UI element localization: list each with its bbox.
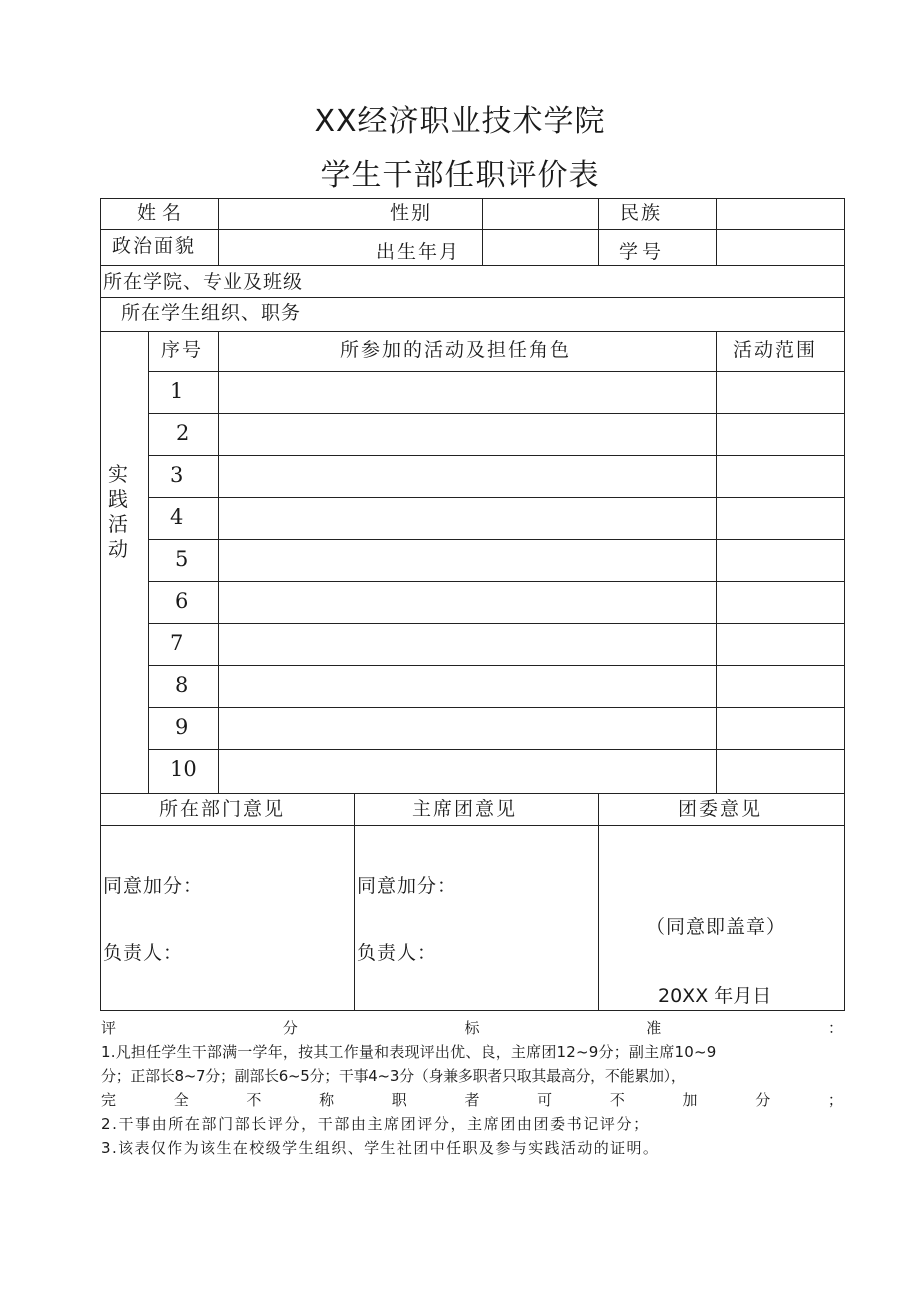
criteria-heading-char: ： bbox=[827, 1019, 843, 1037]
date-line: 20XX 年月日 bbox=[658, 985, 772, 1007]
criteria-heading-char: 分 bbox=[282, 1019, 298, 1037]
criteria-item-1-line-2: 分；正部长8~7分；副部长6~5分；干事4~3分（身兼多职者只取其最高分，不能累加）， bbox=[101, 1067, 686, 1085]
criteria-heading-char: 评 bbox=[101, 1019, 117, 1037]
row-number: 8 bbox=[175, 673, 189, 697]
criteria-char: 职 bbox=[391, 1091, 407, 1109]
student-org-position-label: 所在学生组织、职务 bbox=[121, 302, 302, 324]
criteria-char: 全 bbox=[173, 1091, 189, 1109]
criteria-item-3: 3.该表仅作为该生在校级学生组织、学生社团中任职及参与实践活动的证明。 bbox=[101, 1139, 660, 1157]
name-label: 姓名 bbox=[137, 202, 188, 224]
criteria-item-2: 2.干事由所在部门部长评分，干部由主席团评分，主席团由团委书记评分； bbox=[101, 1115, 650, 1133]
political-status-label: 政治面貌 bbox=[112, 235, 197, 257]
row-number: 5 bbox=[175, 547, 189, 571]
row-number: 7 bbox=[170, 631, 184, 655]
dept-responsible-label: 负责人： bbox=[103, 942, 184, 964]
criteria-item-1-line-1: 1.凡担任学生干部满一学年，按其工作量和表现评出优、良，主席团12~9分；副主席10~9 bbox=[101, 1043, 717, 1061]
presidium-responsible-label: 负责人： bbox=[357, 942, 438, 964]
criteria-item-1-line-3 bbox=[101, 1088, 843, 1112]
league-committee-opinion-header: 团委意见 bbox=[678, 798, 763, 820]
row-number: 2 bbox=[176, 421, 190, 445]
row-number: 9 bbox=[175, 715, 189, 739]
col-header-no: 序号 bbox=[161, 339, 204, 361]
seal-note: （同意即盖章） bbox=[646, 916, 787, 938]
criteria-char: 加 bbox=[682, 1091, 698, 1109]
scoring-criteria bbox=[101, 1016, 843, 1160]
row-number: 1 bbox=[170, 379, 184, 403]
gender-label: 性别 bbox=[390, 202, 433, 224]
col-header-scope: 活动范围 bbox=[733, 339, 818, 361]
criteria-char: 者 bbox=[464, 1091, 480, 1109]
title-college: XX经济职业技术学院 bbox=[314, 104, 606, 139]
criteria-char: 称 bbox=[319, 1091, 335, 1109]
section-label-char: 实 bbox=[108, 462, 128, 486]
row-number: 10 bbox=[170, 757, 197, 781]
presidium-opinion-header: 主席团意见 bbox=[412, 798, 518, 820]
college-major-class-label: 所在学院、专业及班级 bbox=[103, 271, 304, 293]
presidium-add-points-label: 同意加分： bbox=[357, 875, 458, 897]
section-label-char: 活 bbox=[108, 512, 128, 536]
dept-opinion-header: 所在部门意见 bbox=[159, 798, 286, 820]
criteria-char: ； bbox=[827, 1091, 843, 1109]
row-number: 3 bbox=[170, 463, 184, 487]
title-form: 学生干部任职评价表 bbox=[320, 158, 600, 193]
criteria-char: 完 bbox=[101, 1091, 117, 1109]
dept-add-points-label: 同意加分： bbox=[103, 875, 204, 897]
criteria-char: 不 bbox=[246, 1091, 262, 1109]
criteria-heading-char: 准 bbox=[646, 1019, 662, 1037]
criteria-heading bbox=[101, 1016, 843, 1040]
student-id-label: 学号 bbox=[619, 241, 666, 263]
section-label-char: 践 bbox=[108, 487, 128, 511]
criteria-char: 分 bbox=[755, 1091, 771, 1109]
row-number: 4 bbox=[170, 505, 184, 529]
row-number: 6 bbox=[175, 589, 189, 613]
birth-date-label: 出生年月 bbox=[376, 241, 461, 263]
criteria-heading-char: 标 bbox=[464, 1019, 480, 1037]
col-header-activity: 所参加的活动及担任角色 bbox=[340, 339, 572, 361]
section-label-char: 动 bbox=[108, 537, 128, 561]
criteria-char: 不 bbox=[609, 1091, 625, 1109]
criteria-char: 可 bbox=[537, 1091, 553, 1109]
ethnicity-label: 民族 bbox=[620, 202, 663, 224]
